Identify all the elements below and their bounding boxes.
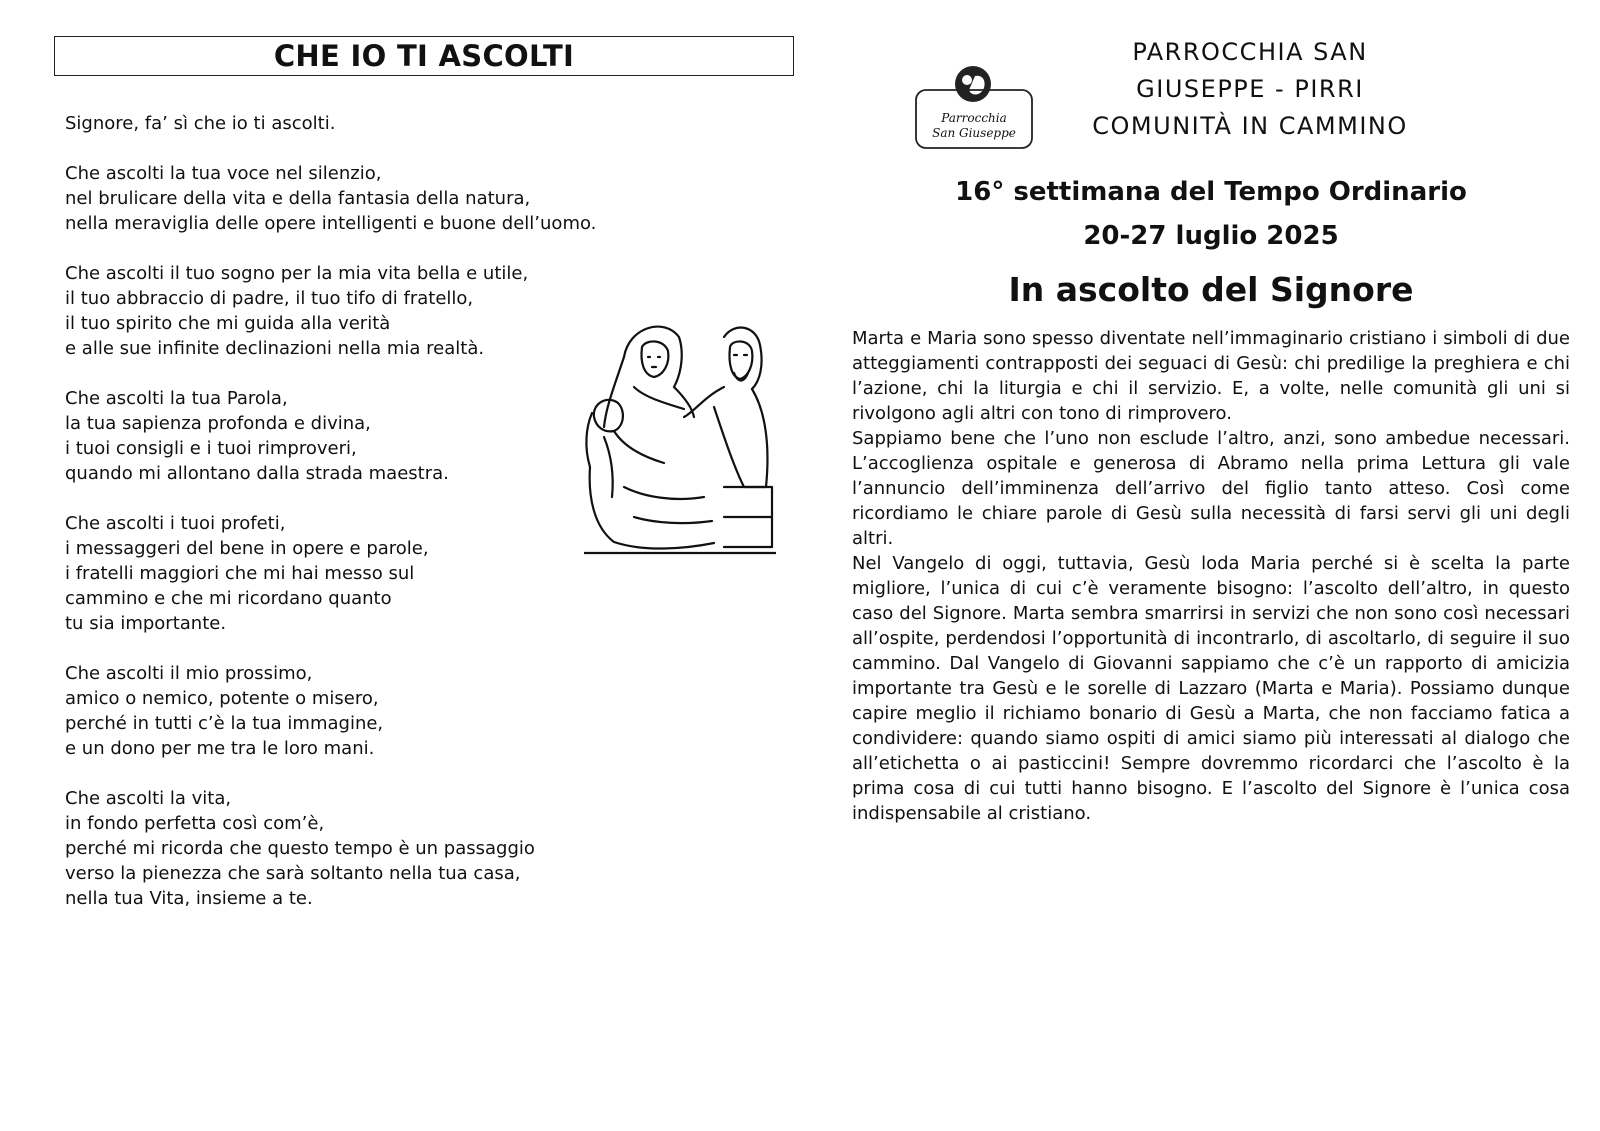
poem-line: perché mi ricorda che questo tempo è un passaggio: [65, 838, 535, 859]
prayer-title: CHE IO TI ASCOLTI: [273, 39, 575, 73]
poem-line: amico o nemico, potente o misero,: [65, 688, 379, 709]
poem-line: Signore, fa’ sì che io ti ascolti.: [65, 113, 336, 134]
poem-line: e alle sue infinite declinazioni nella mia realtà.: [65, 338, 485, 359]
stanza: [65, 111, 725, 136]
poem-line: Che ascolti i tuoi profeti,: [65, 513, 286, 534]
date-range: 20-27 luglio 2025: [1083, 221, 1339, 251]
parish-motto: COMUNITÀ IN CAMMINO: [1092, 112, 1408, 140]
stanza: [65, 661, 725, 761]
poem-line: nella tua Vita, insieme a te.: [65, 888, 313, 909]
article-heading: In ascolto del Signore: [1008, 270, 1414, 309]
poem-line: perché in tutti c’è la tua immagine,: [65, 713, 384, 734]
parish-name-line-1: PARROCCHIA SAN: [1132, 38, 1368, 66]
parish-header: [1060, 34, 1440, 145]
poem-line: in fondo perfetta così com’è,: [65, 813, 325, 834]
right-column: [852, 170, 1570, 826]
article-paragraph: Marta e Maria sono spesso diventate nell’immaginario cristiano i simboli di due atteggiamenti contrapposti dei seguaci di Gesù: chi predilige la preghiera e chi l’azione, chi la liturgia e chi il servizio. E, a volte, nelle comunità gli uni si rivolgono agli altri con tono di rimprovero.: [852, 328, 1570, 424]
poem-line: i tuoi consigli e i tuoi rimproveri,: [65, 438, 357, 459]
parish-logo: [913, 60, 1035, 152]
left-column: [54, 36, 794, 76]
title-box: [54, 36, 794, 76]
poem-line: cammino e che mi ricordano quanto: [65, 588, 392, 609]
logo-emblem-icon: [913, 60, 1035, 152]
liturgical-week: 16° settimana del Tempo Ordinario: [955, 177, 1467, 207]
poem-line: Che ascolti il mio prossimo,: [65, 663, 313, 684]
poem-line: il tuo spirito che mi guida alla verità: [65, 313, 391, 334]
poem-line: il tuo abbraccio di padre, il tuo tifo di fratello,: [65, 288, 474, 309]
poem-line: la tua sapienza profonda e divina,: [65, 413, 371, 434]
poem-line: e un dono per me tra le loro mani.: [65, 738, 375, 759]
stanza: [65, 161, 725, 236]
article-paragraph: Nel Vangelo di oggi, tuttavia, Gesù loda Maria perché si è scelta la parte migliore, l’unica di cui c’è veramente bisogno: l’ascolto dell’altro, in questo caso del Signore. Marta sembra smarrirsi in servizi che non sono così necessari all’ospite, perdendosi l’opportunità di incontrarlo, di ascoltarlo, di seguire il suo cammino. Dal Vangelo di Giovanni sappiamo che c’è un rapporto di amicizia importante tra Gesù e le sorelle di Lazzaro (Marta e Maria). Possiamo dunque capire meglio il richiamo bonario di Gesù a Marta, che non facciamo fatica a condividere: quando siamo ospiti di amici siamo più interessati al dialogo che all’etichetta o ai pasticcini! Sempre dovremmo ricordarci che l’ascolto è la prima cosa di cui tutti hanno bisogno. E l’ascolto del Signore è l’unica cosa indispensabile al cristiano.: [852, 553, 1570, 824]
logo-line-1: Parrocchia: [941, 111, 1007, 125]
parish-name-line-2: GIUSEPPE - PIRRI: [1136, 75, 1364, 103]
poem-line: verso la pienezza che sarà soltanto nella tua casa,: [65, 863, 521, 884]
poem-line: Che ascolti la tua voce nel silenzio,: [65, 163, 382, 184]
stanza: [65, 786, 725, 911]
poem-line: Che ascolti la vita,: [65, 788, 232, 809]
article-paragraph: Sappiamo bene che l’uno non esclude l’altro, anzi, sono ambedue necessari. L’accoglienza ospitale e generosa di Abramo nella prima Lettura gli vale l’annuncio dell’imminenza dell’arrivo del figlio tanto atteso. Così come ricordiamo le chiare parole di Gesù sulla necessità di farsi servi gli uni degli altri.: [852, 428, 1570, 549]
poem-line: quando mi allontano dalla strada maestra.: [65, 463, 449, 484]
logo-line-2: San Giuseppe: [932, 126, 1016, 140]
martha-mary-jesus-illustration: [584, 317, 776, 561]
poem-line: Che ascolti il tuo sogno per la mia vita bella e utile,: [65, 263, 529, 284]
article-body: [852, 326, 1570, 826]
poem-line: tu sia importante.: [65, 613, 227, 634]
poem-line: Che ascolti la tua Parola,: [65, 388, 288, 409]
poem-line: i fratelli maggiori che mi hai messo sul: [65, 563, 415, 584]
poem-line: i messaggeri del bene in opere e parole,: [65, 538, 429, 559]
poem-line: nella meraviglia delle opere intelligenti e buone dell’uomo.: [65, 213, 597, 234]
poem-line: nel brulicare della vita e della fantasia della natura,: [65, 188, 531, 209]
